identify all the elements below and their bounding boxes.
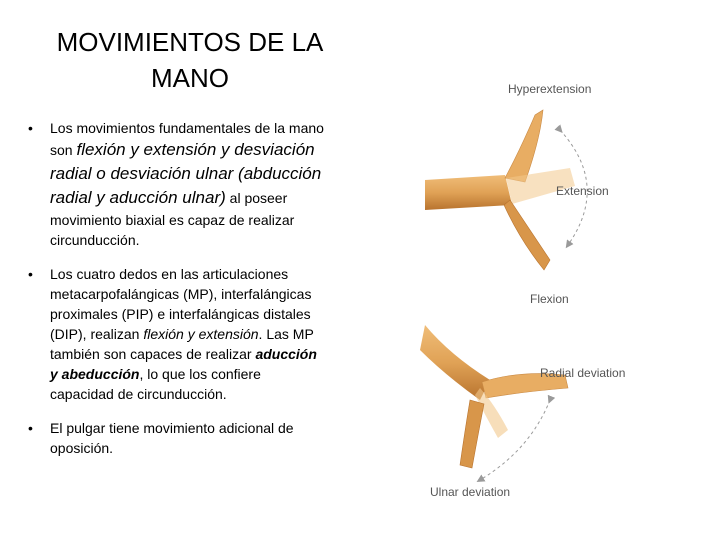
forearm-shape (425, 175, 512, 210)
bullet-emphasis: flexión y extensión (143, 326, 259, 342)
slide-title: MOVIMIENTOS DE LA MANO (56, 27, 324, 93)
bullet-text: El pulgar tiene movimiento adicional de oposición. (50, 420, 294, 456)
bullet-emphasis: flexión y extensión y desviación radial o desviación ulnar (abducción radial y aducción ulnar) (50, 140, 322, 207)
bullet-text: Los movimientos fundamentales de la mano son (50, 120, 324, 158)
bullet-text: , lo que los confiere capacidad de circunducción. (50, 366, 261, 402)
hand-movement-illustration (420, 70, 720, 510)
hand-movement-drawing (420, 70, 720, 510)
bullet-list (28, 118, 328, 472)
label-flexion: Flexion (530, 292, 569, 306)
bullet-text: Los cuatro dedos en las articulaciones metacarpofalángicas (MP), interfalángicas proximales (PIP) e interfalángicas distales (DIP), realizan (50, 266, 312, 342)
bullet-text: al poseer movimiento biaxial es capaz de realizar circunducción. (50, 190, 295, 248)
label-hyperextension: Hyperextension (508, 82, 592, 96)
bullet-item-finger-movements (28, 264, 328, 404)
bullet-item-thumb-movement (28, 418, 328, 458)
radial-ulnar-deviation-diagram (420, 325, 568, 480)
bullet-emphasis: aducción y abeducción (50, 346, 317, 382)
hand-ulnar-shape (460, 400, 484, 468)
hand-flexed-shape (504, 200, 550, 270)
bullet-text: . Las MP también son capaces de realizar (50, 326, 314, 362)
label-ulnar-deviation: Ulnar deviation (430, 485, 511, 499)
hand-hyperextended-shape (505, 110, 543, 182)
label-extension: Extension (556, 184, 609, 198)
label-radial-deviation: Radial deviation (540, 366, 626, 380)
bullet-item-hand-movements (28, 118, 328, 250)
